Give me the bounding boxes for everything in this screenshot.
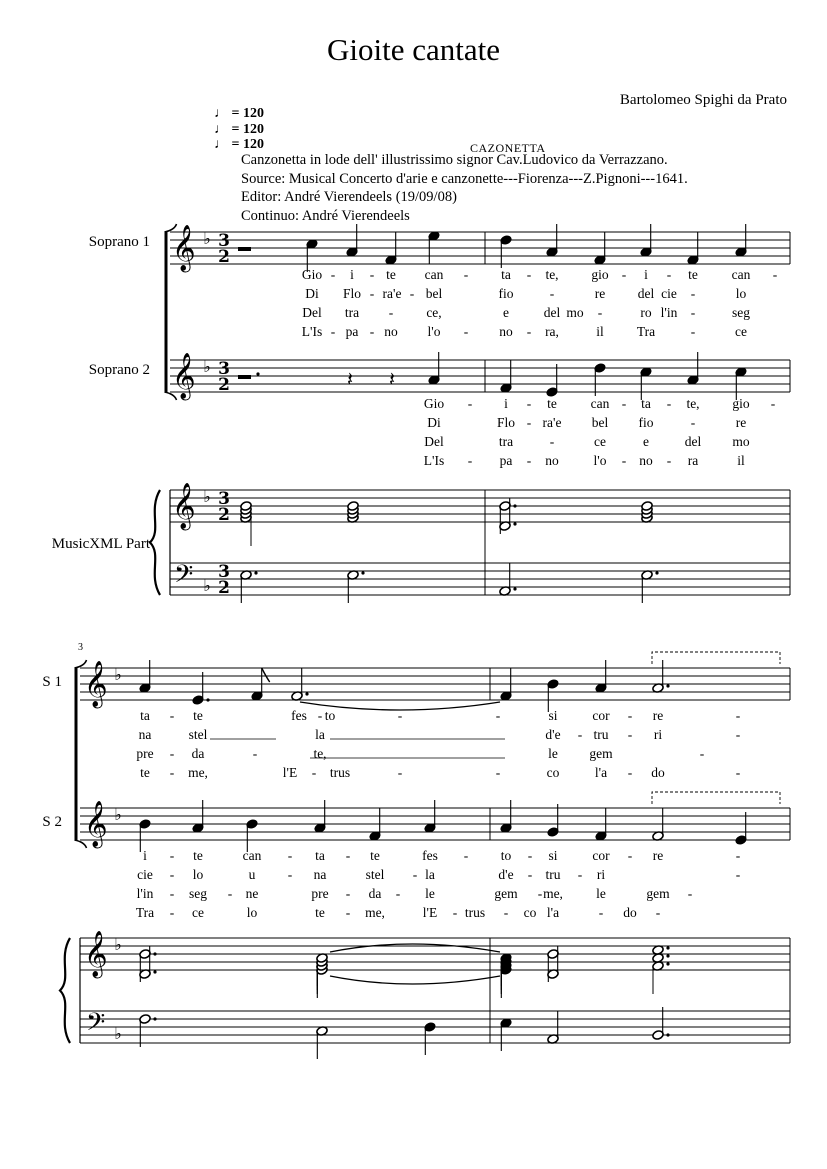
lyric-syllable: Di: [427, 415, 441, 430]
lyric-syllable: l'a: [594, 765, 608, 780]
augmentation-dot: [361, 571, 364, 574]
lyric-syllable: to: [324, 708, 336, 723]
augmentation-dot: [153, 952, 156, 955]
lyric-syllable: -: [369, 267, 375, 282]
quarter-note-icon: ♩: [214, 137, 228, 152]
lyric-syllable: -: [527, 867, 533, 882]
lyric-syllable: te: [688, 267, 698, 282]
lyric-syllable: -: [655, 905, 661, 920]
lyric-syllable: -: [735, 867, 741, 882]
flat-icon: ♭: [203, 229, 211, 248]
quarter-rest-icon: 𝄽: [346, 367, 354, 391]
lyric-syllable: -: [169, 905, 175, 920]
lyric-syllable: si: [548, 708, 558, 723]
lyric-syllable: -: [169, 708, 175, 723]
lyric-syllable: -: [227, 886, 233, 901]
treble-clef-icon: 𝄞: [84, 931, 108, 977]
lyric-syllable: da: [191, 746, 205, 761]
bass-clef-icon: 𝄢: [174, 560, 194, 595]
lyric-syllable: L'Is: [301, 324, 323, 339]
lyric-syllable: -: [503, 905, 509, 920]
time-signature: 2: [218, 505, 230, 525]
lyric-syllable: -: [627, 765, 633, 780]
lyric-syllable: -: [330, 324, 336, 339]
lyric-syllable: stel: [188, 727, 208, 742]
lyric-syllable: d'e: [545, 727, 561, 742]
lyric-syllable: can: [424, 267, 444, 282]
lyric-syllable: l'o: [427, 324, 441, 339]
lyric-syllable: te: [386, 267, 396, 282]
lyric-syllable: trus: [464, 905, 486, 920]
lyric-syllable: il: [737, 453, 745, 468]
treble-clef-icon: 𝄞: [172, 353, 196, 399]
lyric-syllable: na: [313, 867, 327, 882]
time-signature: 3: [218, 231, 230, 251]
lyric-syllable: te: [140, 765, 150, 780]
lyric-syllable: fes: [291, 708, 307, 723]
lyric-syllable: -: [597, 305, 603, 320]
augmentation-dot: [513, 504, 516, 507]
lyric-syllable: te,: [313, 746, 327, 761]
lyric-syllable: -: [495, 765, 501, 780]
lyric-syllable: ta: [501, 267, 511, 282]
lyric-syllable: e: [503, 305, 509, 320]
lyric-syllable: Flo: [342, 286, 362, 301]
lyric-syllable: i: [350, 267, 354, 282]
lyric-syllable: -: [397, 708, 403, 723]
lyric-syllable: lo: [246, 905, 258, 920]
lyric-syllable: -: [345, 848, 351, 863]
lyric-syllable: cor: [592, 708, 610, 723]
lyric-syllable: -: [169, 886, 175, 901]
lyric-syllable: me,: [365, 905, 385, 920]
lyric-syllable: -: [412, 867, 418, 882]
time-signature: 3: [218, 359, 230, 379]
lyric-syllable: tra: [344, 305, 360, 320]
lyric-syllable: -: [287, 848, 293, 863]
flat-icon: ♭: [203, 487, 211, 506]
lyric-syllable: ta: [140, 708, 150, 723]
lyric-syllable: -: [526, 324, 532, 339]
lyric-syllable: -: [463, 848, 469, 863]
quarter-note-icon: ♩: [214, 122, 228, 137]
lyric-syllable: -: [467, 396, 473, 411]
lyric-syllable: l'o: [593, 453, 607, 468]
section-heading: CAZONETTA: [470, 141, 546, 155]
lyric-syllable: pa: [499, 453, 513, 468]
lyric-syllable: -: [169, 867, 175, 882]
flat-icon: ♭: [114, 805, 122, 824]
lyric-syllable: l'E: [282, 765, 298, 780]
augmentation-dot: [666, 1033, 669, 1036]
lyric-syllable: gem: [646, 886, 670, 901]
augmentation-dot: [153, 970, 156, 973]
lyric-syllable: -: [169, 746, 175, 761]
lyric-syllable: -: [666, 453, 672, 468]
lyric-syllable: re: [735, 415, 747, 430]
lyric-syllable: -: [345, 905, 351, 920]
lyric-syllable: -: [311, 765, 317, 780]
lyric-syllable: no: [639, 453, 653, 468]
description-line: Canzonetta in lode dell' illustrissimo signor Cav.Ludovico da Verrazzano.: [241, 152, 668, 168]
lyric-syllable: co: [546, 765, 560, 780]
lyric-syllable: stel: [365, 867, 385, 882]
lyric-syllable: can: [242, 848, 262, 863]
half-rest: [238, 375, 251, 379]
part-name-continuo: MusicXML Part: [51, 536, 150, 552]
lyric-syllable: -: [577, 867, 583, 882]
lyric-syllable: mo: [566, 305, 584, 320]
lyric-syllable: -: [369, 324, 375, 339]
lyric-syllable: -: [621, 267, 627, 282]
lyric-syllable: -: [169, 848, 175, 863]
measure-number: 3: [78, 642, 83, 653]
lyric-syllable: ne: [245, 886, 259, 901]
lyric-syllable: -: [627, 708, 633, 723]
lyric-syllable: Gio: [423, 396, 445, 411]
lyric-syllable: la: [315, 727, 325, 742]
lyric-syllable: -: [690, 324, 696, 339]
lyric-syllable: te: [370, 848, 380, 863]
treble-clef-icon: 𝄞: [84, 801, 108, 847]
score-title: Gioite cantate: [327, 32, 500, 67]
lyric-syllable: ta: [315, 848, 325, 863]
lyric-syllable: -: [369, 286, 375, 301]
lyric-syllable: ra'e: [382, 286, 402, 301]
lyric-syllable: del: [684, 434, 702, 449]
lyric-syllable: -: [527, 848, 533, 863]
lyric-syllable: cie: [137, 867, 153, 882]
lyric-syllable: fio: [638, 415, 654, 430]
lyric-syllable: -: [345, 886, 351, 901]
lyric-syllable: mo: [732, 434, 750, 449]
lyric-syllable: le: [425, 886, 435, 901]
lyric-syllable: na: [138, 727, 152, 742]
lyric-syllable: fio: [498, 286, 514, 301]
lyric-syllable: Tra: [636, 324, 656, 339]
lyric-syllable: bel: [425, 286, 443, 301]
lyric-syllable: -: [770, 396, 776, 411]
lyric-syllable: -: [735, 708, 741, 723]
lyric-syllable: me,: [188, 765, 208, 780]
ligature-bracket: [652, 792, 780, 804]
lyric-syllable: te,: [686, 396, 700, 411]
augmentation-dot: [153, 1017, 156, 1020]
lyric-syllable: gem: [494, 886, 518, 901]
lyric-syllable: -: [397, 765, 403, 780]
lyric-syllable: cor: [592, 848, 610, 863]
lyric-syllable: tra: [498, 434, 514, 449]
flat-icon: ♭: [203, 357, 211, 376]
lyric-syllable: le: [596, 886, 606, 901]
lyric-syllable: -: [526, 415, 532, 430]
lyric-syllable: me,: [543, 886, 563, 901]
part-short-soprano1: S 1: [42, 674, 62, 690]
lyric-syllable: -: [388, 305, 394, 320]
augmentation-dot: [305, 692, 308, 695]
lyric-syllable: te: [547, 396, 557, 411]
augmentation-dot: [666, 946, 669, 949]
lyric-syllable: -: [526, 267, 532, 282]
lyric-syllable: -: [666, 267, 672, 282]
lyric-syllable: bel: [591, 415, 609, 430]
lyric-syllable: gio: [591, 267, 609, 282]
lyric-syllable: e: [643, 434, 649, 449]
lyric-syllable: -: [526, 396, 532, 411]
lyric-syllable: ro: [640, 305, 652, 320]
lyric-syllable: ce: [594, 434, 606, 449]
lyric-syllable: -: [537, 886, 543, 901]
time-signature: 3: [218, 562, 230, 582]
note-flag: [262, 668, 270, 682]
lyric-syllable: -: [409, 286, 415, 301]
lyric-syllable: -: [627, 727, 633, 742]
lyric-syllable: del: [637, 286, 655, 301]
lyric-syllable: tru: [593, 727, 609, 742]
lyric-syllable: -: [621, 396, 627, 411]
lyric-syllable: no: [499, 324, 513, 339]
time-signature: 2: [218, 247, 230, 267]
lyric-syllable: i: [644, 267, 648, 282]
lyric-syllable: -: [699, 746, 705, 761]
lyric-syllable: seg: [732, 305, 750, 320]
augmentation-dot: [206, 698, 209, 701]
bass-clef-icon: 𝄢: [86, 1008, 106, 1043]
lyric-syllable: -: [452, 905, 458, 920]
lyric-syllable: del: [543, 305, 561, 320]
lyric-syllable: -: [463, 324, 469, 339]
lyric-syllable: Flo: [496, 415, 516, 430]
flat-icon: ♭: [203, 576, 211, 595]
lyric-syllable: ce,: [426, 305, 442, 320]
part-name-soprano1: Soprano 1: [88, 234, 150, 250]
lyric-syllable: -: [252, 746, 258, 761]
lyric-syllable: fes: [422, 848, 438, 863]
lyric-syllable: trus: [329, 765, 351, 780]
treble-clef-icon: 𝄞: [172, 483, 196, 529]
lyric-syllable: i: [143, 848, 147, 863]
lyric-syllable: -: [549, 286, 555, 301]
lyric-syllable: -: [395, 886, 401, 901]
lyric-syllable: Di: [305, 286, 319, 301]
lyric-syllable: ra,: [545, 324, 559, 339]
lyric-syllable: l'in: [660, 305, 678, 320]
lyric-syllable: -: [598, 905, 604, 920]
lyric-syllable: ta: [641, 396, 651, 411]
lyric-syllable: seg: [189, 886, 207, 901]
piano-brace: [60, 938, 70, 1043]
lyric-syllable: Del: [302, 305, 322, 320]
lyric-syllable: u: [248, 867, 256, 882]
lyric-syllable: -: [772, 267, 778, 282]
lyric-syllable: -: [526, 453, 532, 468]
lyric-syllable: da: [368, 886, 382, 901]
lyric-syllable: ra'e: [542, 415, 562, 430]
ligature-bracket: [652, 652, 780, 664]
augmentation-dot: [513, 587, 516, 590]
lyric-syllable: l'a: [546, 905, 560, 920]
lyric-syllable: can: [590, 396, 610, 411]
lyric-syllable: -: [330, 267, 336, 282]
lyric-syllable: -: [690, 415, 696, 430]
lyric-syllable: -: [467, 453, 473, 468]
part-name-soprano2: Soprano 2: [88, 362, 150, 378]
augmentation-dot: [666, 684, 669, 687]
quarter-rest-icon: 𝄽: [388, 367, 396, 391]
tempo-value: = 120: [231, 122, 264, 137]
lyric-syllable: to: [500, 848, 512, 863]
tie: [330, 944, 500, 952]
lyric-syllable: -: [463, 267, 469, 282]
augmentation-dot: [655, 571, 658, 574]
flat-icon: ♭: [114, 935, 122, 954]
lyric-syllable: -: [621, 453, 627, 468]
lyric-syllable: i: [504, 396, 508, 411]
lyric-syllable: -: [690, 305, 696, 320]
lyric-syllable: tru: [545, 867, 561, 882]
augmentation-dot: [666, 954, 669, 957]
augmentation-dot: [513, 522, 516, 525]
lyric-syllable: l'in: [136, 886, 154, 901]
description-line: Source: Musical Concerto d'arie e canzonette---Fiorenza---Z.Pignoni---1641.: [241, 171, 688, 187]
lyric-syllable: -: [627, 848, 633, 863]
piano-brace: [150, 490, 160, 595]
lyric-syllable: ce: [735, 324, 747, 339]
lyric-syllable: do: [623, 905, 637, 920]
lyric-syllable: re: [652, 708, 664, 723]
lyric-syllable: -: [549, 434, 555, 449]
lyric-syllable: -: [495, 708, 501, 723]
lyric-syllable: Del: [424, 434, 444, 449]
lyric-syllable: ce: [192, 905, 204, 920]
lyric-syllable: gem: [589, 746, 613, 761]
treble-clef-icon: 𝄞: [84, 661, 108, 707]
lyric-syllable: Gio: [301, 267, 323, 282]
augmentation-dot: [254, 571, 257, 574]
lyric-syllable: re: [594, 286, 606, 301]
time-signature: 2: [218, 375, 230, 395]
lyric-syllable: no: [545, 453, 559, 468]
augmentation-dot: [256, 372, 259, 375]
lyric-syllable: pre: [136, 746, 154, 761]
lyric-syllable: -: [735, 848, 741, 863]
lyric-syllable: -: [169, 765, 175, 780]
lyric-syllable: -: [287, 867, 293, 882]
tie: [330, 976, 500, 984]
lyric-syllable: can: [731, 267, 751, 282]
lyric-syllable: d'e: [498, 867, 514, 882]
lyric-syllable: ri: [596, 867, 606, 882]
lyric-syllable: no: [384, 324, 398, 339]
time-signature: 2: [218, 578, 230, 598]
lyric-syllable: te,: [545, 267, 559, 282]
lyric-syllable: te: [193, 848, 203, 863]
lyric-syllable: -: [577, 727, 583, 742]
lyric-syllable: il: [596, 324, 604, 339]
flat-icon: ♭: [114, 665, 122, 684]
lyric-syllable: ra: [687, 453, 699, 468]
lyric-syllable: Tra: [135, 905, 155, 920]
half-rest: [238, 247, 251, 251]
lyric-syllable: l'E: [422, 905, 438, 920]
part-short-soprano2: S 2: [42, 814, 62, 830]
tempo-value: = 120: [231, 137, 264, 152]
lyric-syllable: gio: [732, 396, 750, 411]
lyric-syllable: re: [652, 848, 664, 863]
lyric-syllable: te: [193, 708, 203, 723]
lyric-syllable: lo: [735, 286, 747, 301]
lyric-syllable: co: [523, 905, 537, 920]
lyric-syllable: -: [666, 396, 672, 411]
lyric-syllable: -: [735, 765, 741, 780]
lyric-syllable: L'Is: [423, 453, 445, 468]
lyric-syllable: -: [317, 708, 323, 723]
quarter-note-icon: ♩: [214, 106, 228, 121]
lyric-syllable: pa: [345, 324, 359, 339]
lyric-syllable: la: [425, 867, 435, 882]
lyric-syllable: do: [651, 765, 665, 780]
time-signature: 3: [218, 489, 230, 509]
treble-clef-icon: 𝄞: [172, 225, 196, 271]
lyric-syllable: pre: [311, 886, 329, 901]
description-line: Continuo: André Vierendeels: [241, 208, 410, 224]
lyric-syllable: -: [687, 886, 693, 901]
lyric-syllable: le: [548, 746, 558, 761]
lyric-syllable: -: [690, 286, 696, 301]
lyric-syllable: cie: [661, 286, 677, 301]
lyric-syllable: -: [735, 727, 741, 742]
tempo-value: = 120: [231, 106, 264, 121]
lyric-syllable: lo: [192, 867, 204, 882]
lyric-syllable: si: [548, 848, 558, 863]
flat-icon: ♭: [114, 1024, 122, 1043]
lyric-syllable: ri: [653, 727, 663, 742]
lyric-syllable: te: [315, 905, 325, 920]
composer-name: Bartolomeo Spighi da Prato: [619, 92, 787, 108]
augmentation-dot: [666, 962, 669, 965]
description-line: Editor: André Vierendeels (19/09/08): [241, 189, 457, 205]
